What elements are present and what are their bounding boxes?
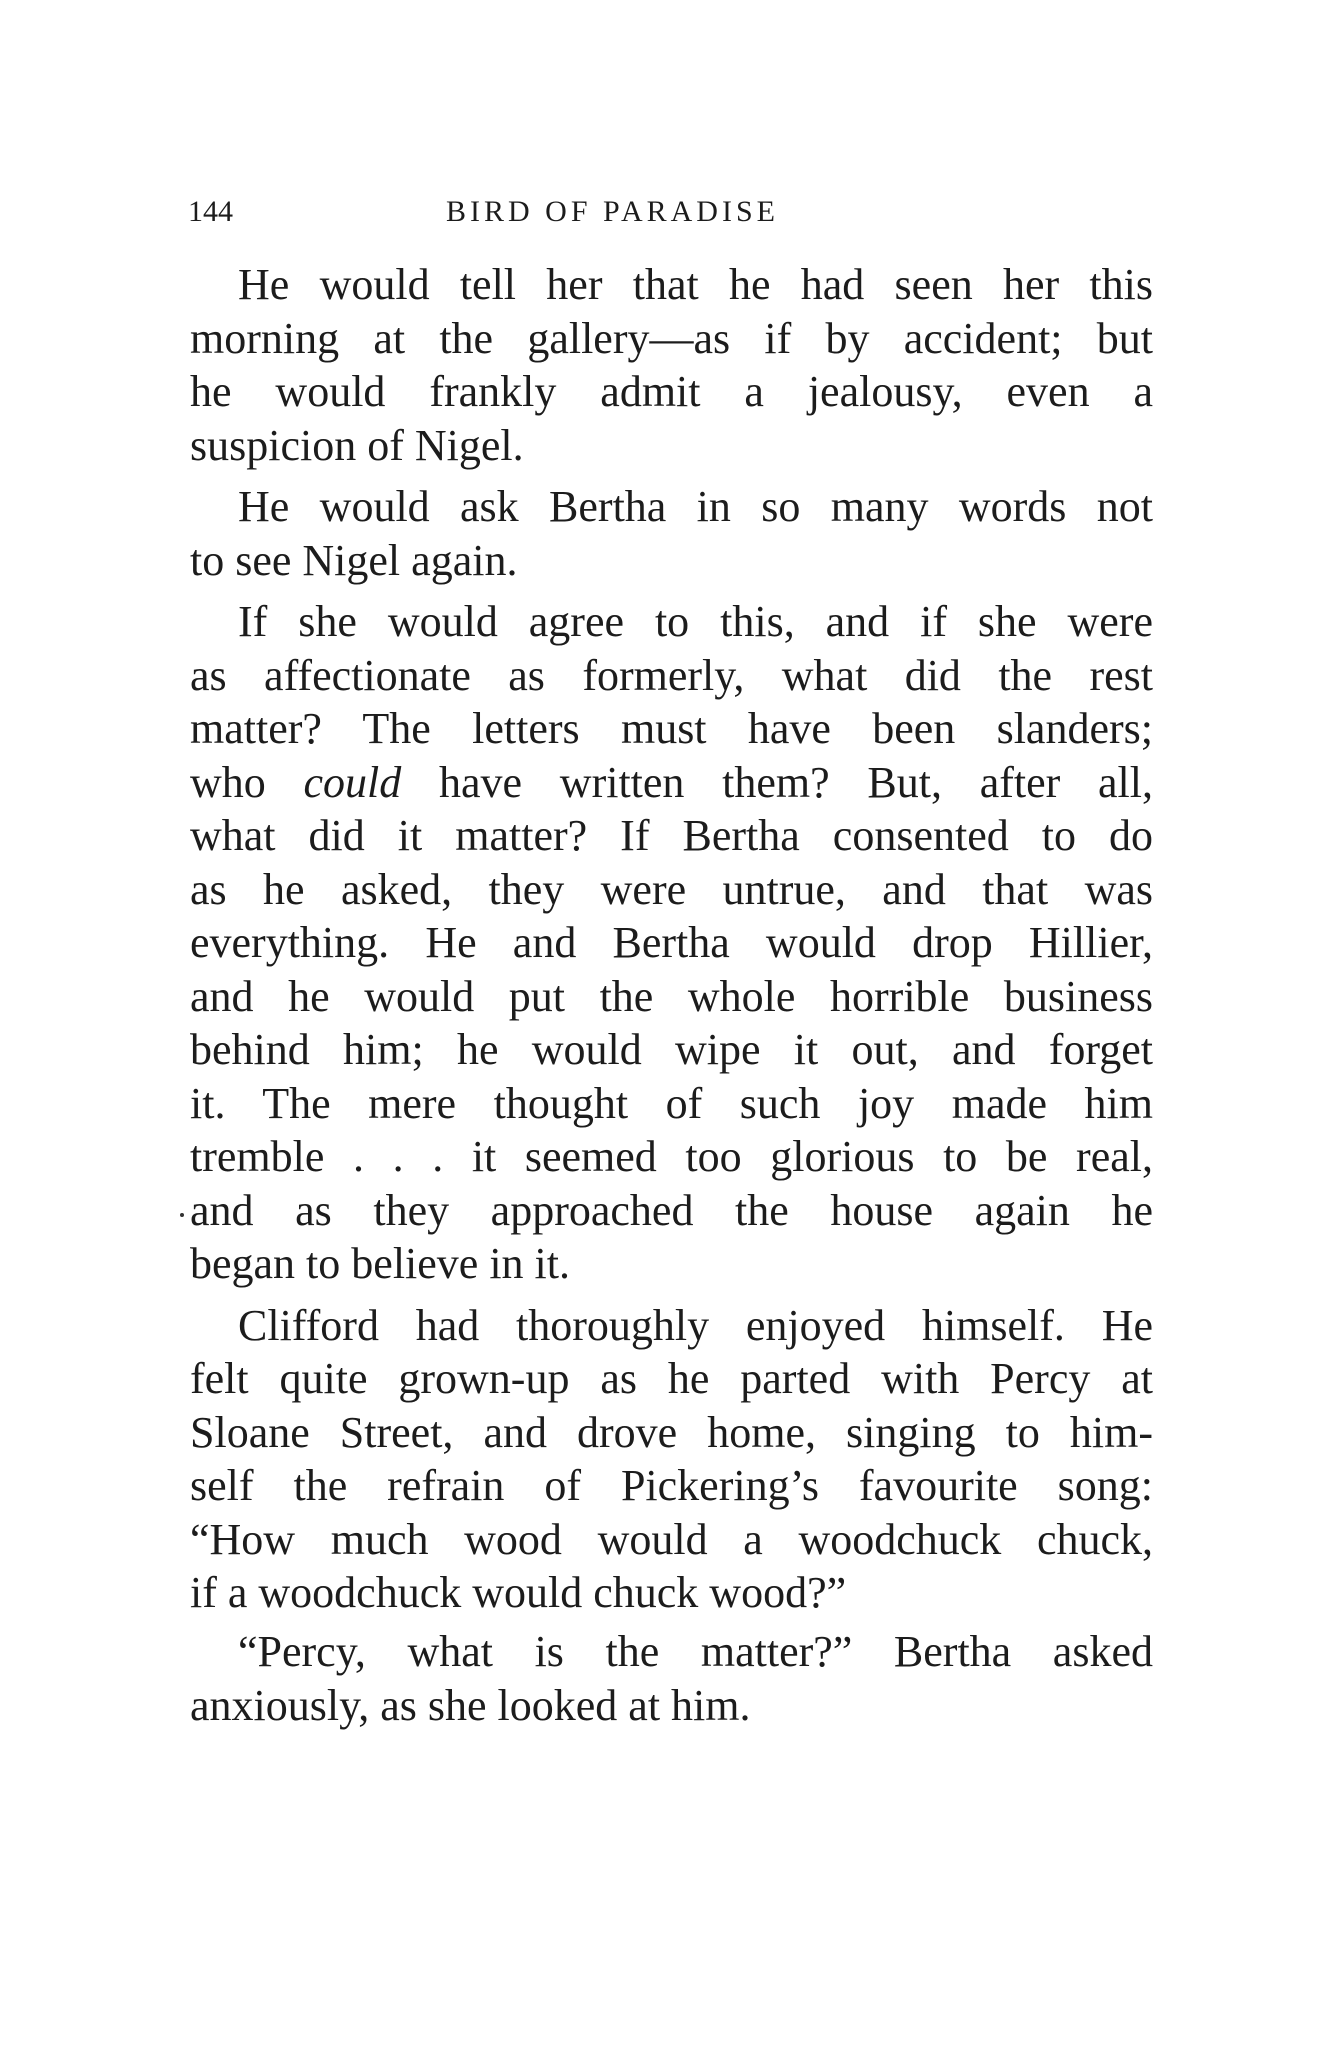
text-line: “Percy, what is the matter?” Bertha asked bbox=[238, 1627, 1153, 1676]
text-line: it. The mere thought of such joy made him bbox=[190, 1078, 1153, 1128]
text-line: He would ask Bertha in so many words not bbox=[238, 482, 1153, 531]
ink-speck bbox=[180, 1213, 184, 1217]
main-text bbox=[190, 258, 1153, 1620]
running-title: BIRD OF PARADISE bbox=[446, 195, 779, 228]
text-fragment: have written them? But, after all, bbox=[439, 757, 1154, 807]
text-line: everything. He and Bertha would drop Hillier, bbox=[190, 918, 1153, 967]
text-line: and he would put the whole horrible business bbox=[190, 971, 1153, 1021]
text-line: If she would agree to this, and if she were bbox=[238, 597, 1153, 646]
text-line: if a woodchuck would chuck wood?” bbox=[190, 1568, 847, 1617]
text-line: morning at the gallery—as if by accident; but bbox=[190, 313, 1153, 363]
text-fragment: who bbox=[190, 757, 304, 807]
paragraph-2 bbox=[190, 480, 1153, 587]
text-line: behind him; he would wipe it out, and forget bbox=[190, 1025, 1153, 1074]
paragraph-1 bbox=[190, 258, 1153, 472]
text-line: He would tell her that he had seen her this bbox=[238, 260, 1153, 309]
text-line: self the refrain of Pickering’s favourite song: bbox=[190, 1461, 1153, 1510]
text-line: felt quite grown-up as he parted with Percy at bbox=[190, 1354, 1153, 1403]
text-line: began to believe in it. bbox=[190, 1239, 570, 1288]
text-line: tremble . . . it seemed too glorious to be real, bbox=[190, 1132, 1153, 1181]
text-line: matter? The letters must have been slanders; bbox=[190, 704, 1153, 753]
text-line: as he asked, they were untrue, and that was bbox=[190, 864, 1153, 914]
text-line: “How much wood would a woodchuck chuck, bbox=[190, 1514, 1153, 1564]
text-line: Sloane Street, and drove home, singing to him- bbox=[190, 1407, 1153, 1457]
paragraph-4 bbox=[190, 1299, 1153, 1620]
text-line-with-italic bbox=[190, 756, 1153, 810]
text-line: to see Nigel again. bbox=[190, 535, 518, 585]
text-line: what did it matter? If Bertha consented to do bbox=[190, 811, 1153, 860]
italic-word: could bbox=[303, 757, 402, 807]
text-line: he would frankly admit a jealousy, even a bbox=[190, 367, 1153, 416]
scene-break-text bbox=[190, 1625, 1153, 1732]
text-line: and as they approached the house again he bbox=[190, 1185, 1153, 1235]
paragraph-3 bbox=[190, 595, 1153, 1291]
paragraph-5 bbox=[190, 1625, 1153, 1732]
text-line: suspicion of Nigel. bbox=[190, 420, 524, 470]
text-line: as affectionate as formerly, what did the rest bbox=[190, 650, 1153, 700]
page-header bbox=[188, 192, 1153, 232]
text-line: Clifford had thoroughly enjoyed himself. He bbox=[238, 1300, 1153, 1350]
text-line: anxiously, as she looked at him. bbox=[190, 1680, 751, 1730]
page-number: 144 bbox=[188, 195, 233, 228]
